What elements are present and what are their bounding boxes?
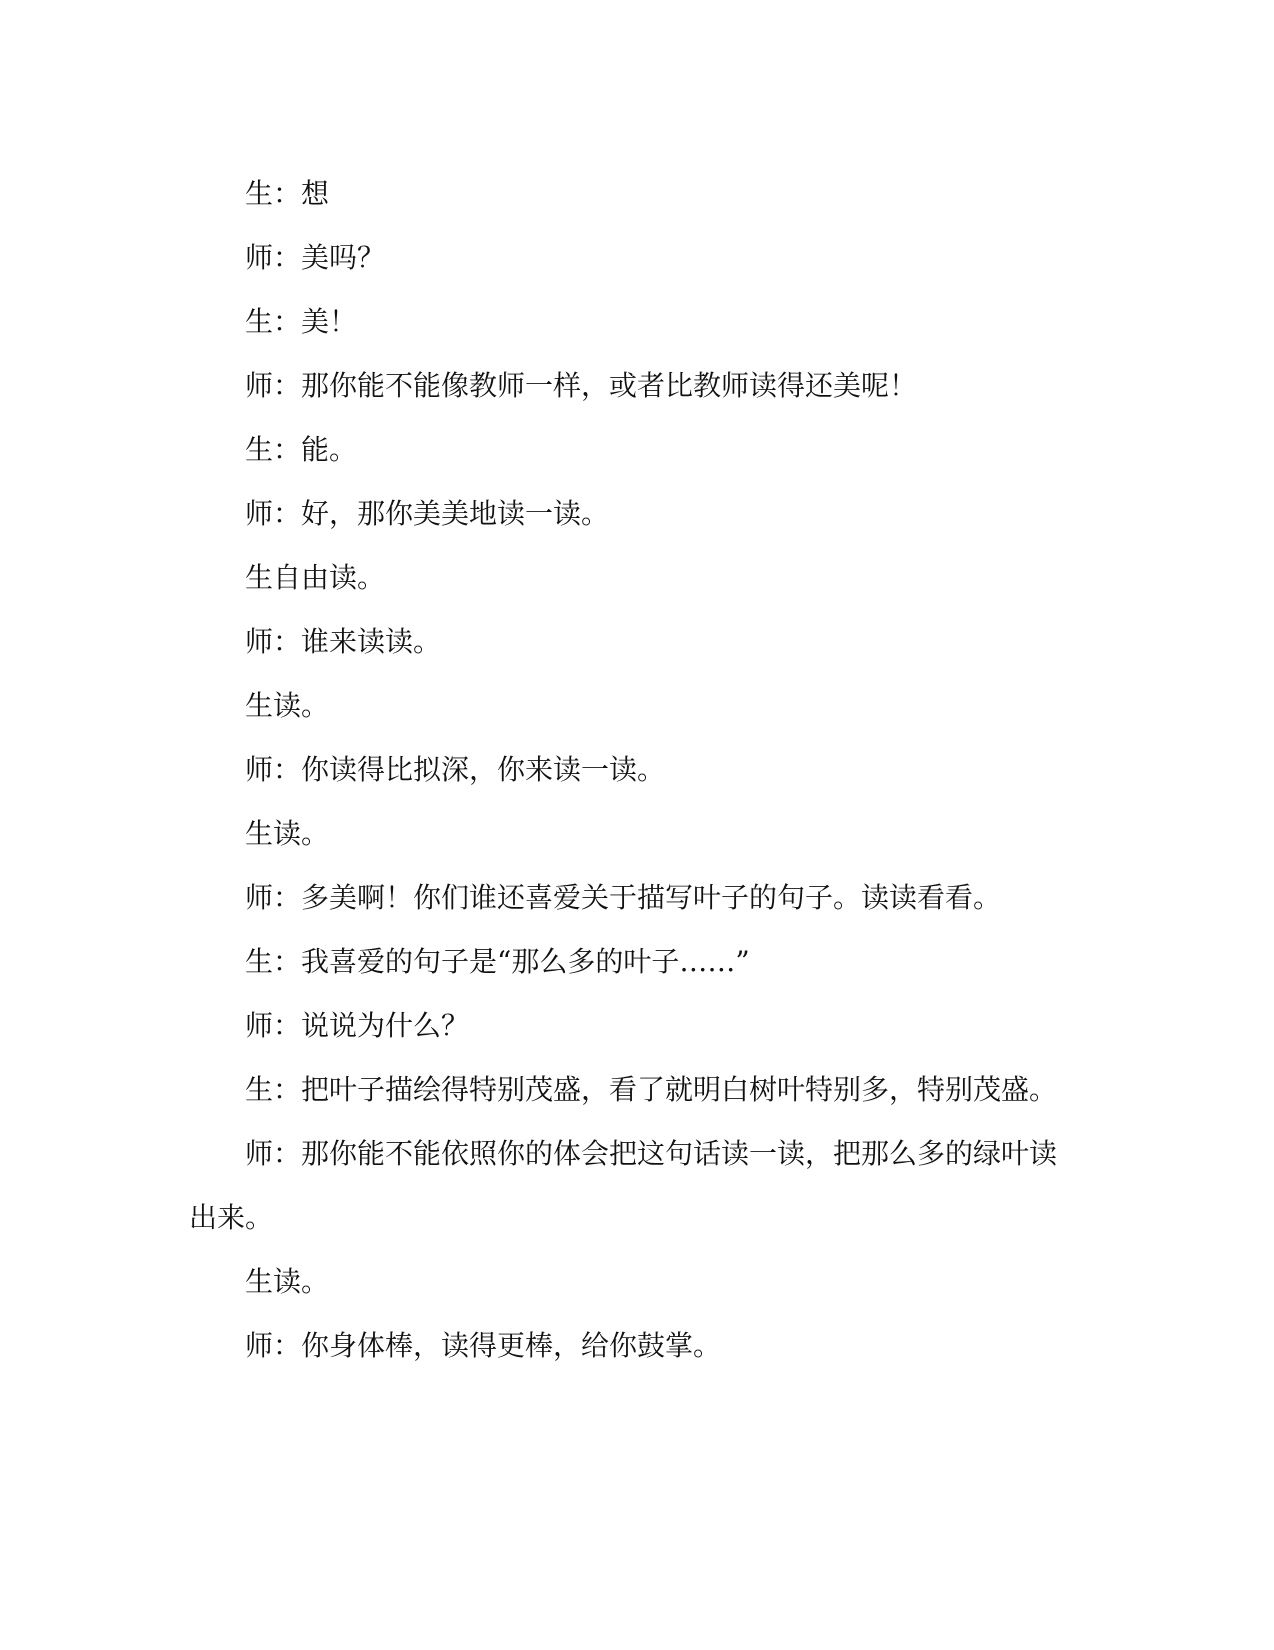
paragraph: 生：想 [245,177,330,210]
paragraph: 师：谁来读读。 [245,625,442,658]
paragraph: 师：美吗？ [245,241,386,274]
paragraph: 生：美！ [245,305,358,338]
paragraph: 师：说说为什么？ [245,1009,470,1042]
paragraph: 生：我喜爱的句子是“那么多的叶子……” [245,945,750,978]
paragraph: 生读。 [245,817,330,850]
paragraph: 生读。 [245,1265,330,1298]
body-text [189,162,1059,1378]
paragraph: 生：能。 [245,433,358,466]
paragraph: 生：把叶子描绘得特别茂盛，看了就明白树叶特别多，特别茂盛。 [245,1073,1058,1106]
paragraph: 生自由读。 [245,561,386,594]
paragraph: 生读。 [245,689,330,722]
paragraph: 师：那你能不能像教师一样，或者比教师读得还美呢！ [245,369,918,402]
paragraph: 师：好，那你美美地读一读。 [245,497,610,530]
paragraph: 师：你身体棒，读得更棒，给你鼓掌。 [245,1329,722,1362]
paragraph: 师：多美啊！你们谁还喜爱关于描写叶子的句子。读读看看。 [245,881,1002,914]
paragraph: 师：你读得比拟深，你来读一读。 [245,753,666,786]
paragraph: 师：那你能不能依照你的体会把这句话读一读，把那么多的绿叶读出来。 [189,1137,1058,1234]
